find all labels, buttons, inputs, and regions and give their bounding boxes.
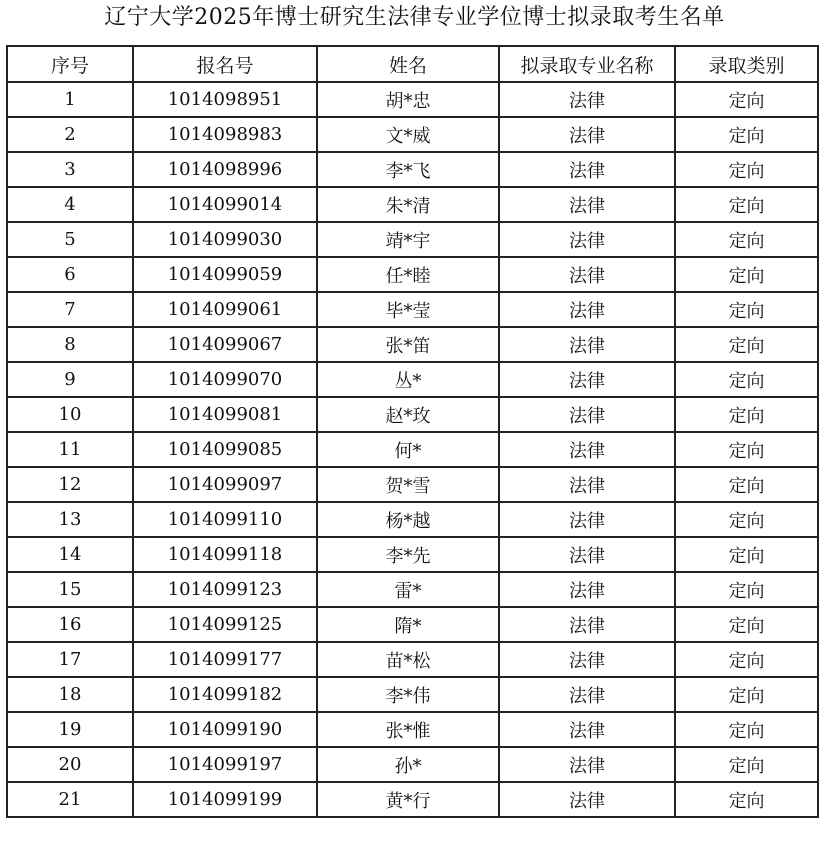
cell-major: 法律 bbox=[499, 607, 675, 642]
cell-name: 毕*莹 bbox=[317, 292, 499, 327]
cell-registration-no: 1014099123 bbox=[133, 572, 317, 607]
table-row bbox=[7, 397, 818, 432]
table-row bbox=[7, 327, 818, 362]
cell-name: 黄*行 bbox=[317, 782, 499, 817]
table-row bbox=[7, 467, 818, 502]
cell-index: 15 bbox=[7, 572, 133, 607]
cell-registration-no: 1014099177 bbox=[133, 642, 317, 677]
cell-index: 6 bbox=[7, 257, 133, 292]
cell-index: 18 bbox=[7, 677, 133, 712]
document-title: 辽宁大学2025年博士研究生法律专业学位博士拟录取考生名单 bbox=[104, 5, 725, 30]
cell-index: 1 bbox=[7, 82, 133, 117]
cell-major: 法律 bbox=[499, 152, 675, 187]
cell-category: 定向 bbox=[675, 362, 818, 397]
cell-major: 法律 bbox=[499, 537, 675, 572]
cell-major: 法律 bbox=[499, 362, 675, 397]
cell-registration-no: 1014099118 bbox=[133, 537, 317, 572]
cell-index: 13 bbox=[7, 502, 133, 537]
cell-name: 文*威 bbox=[317, 117, 499, 152]
cell-registration-no: 1014099070 bbox=[133, 362, 317, 397]
cell-category: 定向 bbox=[675, 782, 818, 817]
cell-index: 20 bbox=[7, 747, 133, 782]
cell-major: 法律 bbox=[499, 712, 675, 747]
cell-index: 17 bbox=[7, 642, 133, 677]
cell-category: 定向 bbox=[675, 152, 818, 187]
cell-index: 11 bbox=[7, 432, 133, 467]
cell-name: 李*伟 bbox=[317, 677, 499, 712]
cell-name: 孙* bbox=[317, 747, 499, 782]
cell-name: 张*惟 bbox=[317, 712, 499, 747]
cell-category: 定向 bbox=[675, 712, 818, 747]
cell-registration-no: 1014099061 bbox=[133, 292, 317, 327]
cell-category: 定向 bbox=[675, 82, 818, 117]
cell-name: 靖*宇 bbox=[317, 222, 499, 257]
table-row bbox=[7, 82, 818, 117]
cell-category: 定向 bbox=[675, 222, 818, 257]
cell-major: 法律 bbox=[499, 257, 675, 292]
cell-registration-no: 1014099182 bbox=[133, 677, 317, 712]
cell-name: 李*飞 bbox=[317, 152, 499, 187]
cell-index: 12 bbox=[7, 467, 133, 502]
header-name: 姓名 bbox=[317, 46, 499, 82]
cell-name: 赵*玫 bbox=[317, 397, 499, 432]
cell-name: 李*先 bbox=[317, 537, 499, 572]
cell-registration-no: 1014098951 bbox=[133, 82, 317, 117]
cell-registration-no: 1014099059 bbox=[133, 257, 317, 292]
cell-major: 法律 bbox=[499, 782, 675, 817]
cell-registration-no: 1014099067 bbox=[133, 327, 317, 362]
cell-category: 定向 bbox=[675, 572, 818, 607]
cell-registration-no: 1014099199 bbox=[133, 782, 317, 817]
cell-category: 定向 bbox=[675, 502, 818, 537]
header-major: 拟录取专业名称 bbox=[499, 46, 675, 82]
cell-index: 8 bbox=[7, 327, 133, 362]
cell-registration-no: 1014099110 bbox=[133, 502, 317, 537]
table-row bbox=[7, 572, 818, 607]
cell-category: 定向 bbox=[675, 747, 818, 782]
table-row bbox=[7, 677, 818, 712]
table-row bbox=[7, 642, 818, 677]
cell-category: 定向 bbox=[675, 677, 818, 712]
cell-name: 杨*越 bbox=[317, 502, 499, 537]
cell-name: 丛* bbox=[317, 362, 499, 397]
cell-category: 定向 bbox=[675, 292, 818, 327]
admission-table bbox=[6, 45, 819, 818]
cell-major: 法律 bbox=[499, 432, 675, 467]
table-body bbox=[7, 82, 818, 817]
cell-registration-no: 1014099097 bbox=[133, 467, 317, 502]
cell-name: 贺*雪 bbox=[317, 467, 499, 502]
cell-name: 隋* bbox=[317, 607, 499, 642]
cell-name: 朱*清 bbox=[317, 187, 499, 222]
cell-name: 张*笛 bbox=[317, 327, 499, 362]
table-row bbox=[7, 502, 818, 537]
cell-index: 5 bbox=[7, 222, 133, 257]
cell-index: 2 bbox=[7, 117, 133, 152]
cell-name: 雷* bbox=[317, 572, 499, 607]
cell-category: 定向 bbox=[675, 642, 818, 677]
cell-major: 法律 bbox=[499, 222, 675, 257]
cell-name: 何* bbox=[317, 432, 499, 467]
cell-registration-no: 1014098983 bbox=[133, 117, 317, 152]
cell-name: 任*睦 bbox=[317, 257, 499, 292]
cell-major: 法律 bbox=[499, 327, 675, 362]
cell-registration-no: 1014099125 bbox=[133, 607, 317, 642]
cell-registration-no: 1014099081 bbox=[133, 397, 317, 432]
table-row bbox=[7, 537, 818, 572]
cell-registration-no: 1014099014 bbox=[133, 187, 317, 222]
header-registration-no: 报名号 bbox=[133, 46, 317, 82]
cell-major: 法律 bbox=[499, 82, 675, 117]
cell-category: 定向 bbox=[675, 397, 818, 432]
cell-category: 定向 bbox=[675, 432, 818, 467]
cell-category: 定向 bbox=[675, 607, 818, 642]
cell-registration-no: 1014099197 bbox=[133, 747, 317, 782]
cell-name: 胡*忠 bbox=[317, 82, 499, 117]
cell-index: 7 bbox=[7, 292, 133, 327]
cell-major: 法律 bbox=[499, 187, 675, 222]
cell-registration-no: 1014099085 bbox=[133, 432, 317, 467]
cell-major: 法律 bbox=[499, 117, 675, 152]
table-row bbox=[7, 432, 818, 467]
cell-major: 法律 bbox=[499, 397, 675, 432]
table-row bbox=[7, 607, 818, 642]
cell-index: 3 bbox=[7, 152, 133, 187]
cell-category: 定向 bbox=[675, 467, 818, 502]
table-header-row bbox=[7, 46, 818, 82]
cell-index: 19 bbox=[7, 712, 133, 747]
table-row bbox=[7, 292, 818, 327]
cell-index: 21 bbox=[7, 782, 133, 817]
table-row bbox=[7, 712, 818, 747]
cell-category: 定向 bbox=[675, 537, 818, 572]
table-row bbox=[7, 257, 818, 292]
cell-major: 法律 bbox=[499, 642, 675, 677]
cell-category: 定向 bbox=[675, 117, 818, 152]
cell-category: 定向 bbox=[675, 327, 818, 362]
cell-major: 法律 bbox=[499, 677, 675, 712]
cell-category: 定向 bbox=[675, 257, 818, 292]
cell-index: 9 bbox=[7, 362, 133, 397]
table-row bbox=[7, 117, 818, 152]
header-index: 序号 bbox=[7, 46, 133, 82]
cell-index: 16 bbox=[7, 607, 133, 642]
cell-index: 14 bbox=[7, 537, 133, 572]
cell-name: 苗*松 bbox=[317, 642, 499, 677]
table-row bbox=[7, 187, 818, 222]
cell-major: 法律 bbox=[499, 467, 675, 502]
table-row bbox=[7, 782, 818, 817]
cell-index: 10 bbox=[7, 397, 133, 432]
cell-registration-no: 1014099030 bbox=[133, 222, 317, 257]
table-row bbox=[7, 222, 818, 257]
cell-major: 法律 bbox=[499, 502, 675, 537]
cell-registration-no: 1014098996 bbox=[133, 152, 317, 187]
cell-major: 法律 bbox=[499, 292, 675, 327]
table-row bbox=[7, 747, 818, 782]
cell-registration-no: 1014099190 bbox=[133, 712, 317, 747]
table-row bbox=[7, 362, 818, 397]
cell-major: 法律 bbox=[499, 747, 675, 782]
table-row bbox=[7, 152, 818, 187]
cell-category: 定向 bbox=[675, 187, 818, 222]
cell-major: 法律 bbox=[499, 572, 675, 607]
header-category: 录取类别 bbox=[675, 46, 818, 82]
cell-index: 4 bbox=[7, 187, 133, 222]
